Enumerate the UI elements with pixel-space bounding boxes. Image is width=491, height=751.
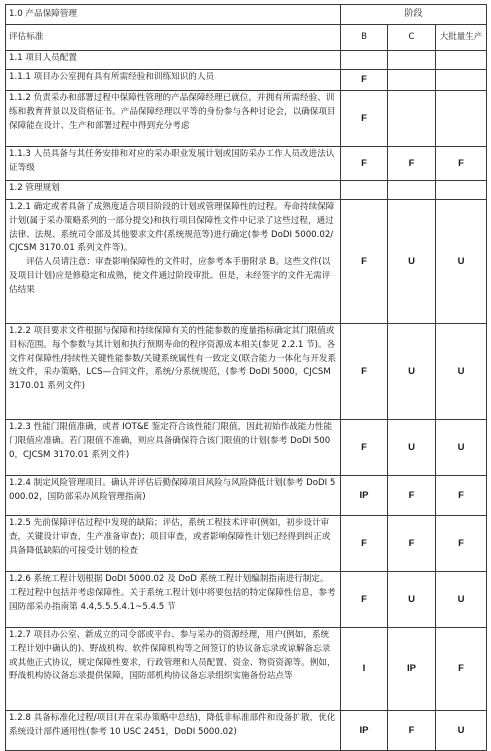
- stage-c-value: F: [388, 516, 436, 572]
- stage-b-value: F: [341, 91, 388, 147]
- criterion-text: 1.1.2 负责采办和部署过程中保障性管理的产品保障经理已就位，并拥有所需经验、训练和教育背景以及资格证书。产品保障经理以平等的身份参与各种讨论会，以确保项目保障能在设计、生产和部署过程中得到充分考虑: [6, 91, 341, 147]
- table-row: [6, 420, 487, 476]
- stage-production-value: F: [436, 476, 487, 516]
- criterion-text: 1.2.2 项目要求文件根据与保障和持续保障有关的性能参数的度量指标确定其门限值或目标范围。每个参数与其计划和执行预期寿命的程序资源成本相关(参见 2.2.1 节)。各文件对保障性/持续性关键性能参数/关键系统属性有一致定义(联合能力一体化与开发系统文件，采办策略，LCS—合同文件，系统/分系统规范，(参考 DoDI 5000，CJCSM 3170.01 系列文件): [6, 324, 341, 420]
- criterion-text: 1.2.3 性能门限值准确，或者 IOT&E 鉴定符合该性能门限值，因此初始作战能力性能门限值应准确。若门限值不准确，则应具备确保符合该门限值的计划(参考 DoDI 5000，CJCSM 3170.01 系列文件): [6, 420, 341, 476]
- stage-c-value: U: [388, 420, 436, 476]
- stage-b-value: F: [341, 516, 388, 572]
- stage-production-value: U: [436, 420, 487, 476]
- stage-production-value: [436, 91, 487, 147]
- table-row: [6, 147, 487, 181]
- stage-production-value: [436, 51, 487, 70]
- stage-production-value: U: [436, 200, 487, 324]
- criterion-text: 1.2.6 系统工程计划根据 DoDI 5000.02 及 DoD 系统工程计划编制指南进行制定。工程过程中包括并考虑保障性。关于系统工程计划中将要包括的特定保障性信息，参考国防部采办指南第 4.4,5.5.5.4.1~5.4.5 节: [6, 572, 341, 628]
- column-c-header: C: [388, 25, 436, 51]
- stage-production-value: [436, 70, 487, 91]
- stage-b-value: [341, 51, 388, 70]
- stage-c-value: [388, 70, 436, 91]
- assessment-document: [5, 4, 486, 751]
- criterion-text: 1.2.5 先前保障评估过程中发现的缺陷；评估，系统工程技术评审(例如，初步设计审查，关键设计审查，生产准备审查)；项目审查，或者影响保障性计划已经得到纠正或具备降低缺陷的可接受计划的检查: [6, 516, 341, 572]
- stage-c-value: F: [388, 476, 436, 516]
- column-b-header: B: [341, 25, 388, 51]
- table-row: [6, 572, 487, 628]
- criterion-cell: [6, 200, 341, 324]
- stage-b-value: F: [341, 572, 388, 628]
- stage-b-value: IP: [341, 711, 388, 751]
- stage-production-value: U: [436, 324, 487, 420]
- stage-production-value: U: [436, 572, 487, 628]
- criterion-text: 1.2 管理规划: [6, 181, 341, 200]
- criterion-text: 1.2.4 制定风险管理项目。确认并评估后勤保障项目风险与风险降低计划(参考 DoDI 5000.02，国防部采办风险管理指南): [6, 476, 341, 516]
- section-title: 1.0 产品保障管理: [6, 5, 341, 25]
- stage-c-value: U: [388, 324, 436, 420]
- stage-production-value: F: [436, 516, 487, 572]
- table-row: [6, 476, 487, 516]
- criterion-text: 1.2.7 项目办公室、新成立的司令部或平台、参与采办的资源经理，用户(例如，系统工程计划中确认的)、野战机构、软件保障机构等之间签订的协议备忘录或谅解备忘录或其他正式协议，规定保障性要求，行政管理和人员配置、资金、物资资源等。例如，野战机构协议备忘录提供保障，国防部机构协议备忘录组织实施备份站点等: [6, 628, 341, 711]
- stage-b-value: I: [341, 628, 388, 711]
- stage-b-value: [341, 181, 388, 200]
- stage-b-value: F: [341, 200, 388, 324]
- criterion-text: 1.1.3 人员具备与其任务安排和对应的采办职业发展计划或国防采办工作人员改进法认证等级: [6, 147, 341, 181]
- stage-b-value: F: [341, 420, 388, 476]
- assessment-table: [5, 4, 487, 751]
- table-row: [6, 70, 487, 91]
- stage-production-value: U: [436, 711, 487, 751]
- table-row: [6, 324, 487, 420]
- stage-c-value: F: [388, 147, 436, 181]
- stage-header: 阶段: [341, 5, 487, 25]
- criterion-text: 1.2.1 确定或者具备了成熟度适合项目阶段的计划或管理保障性的过程。寿命持续保障计划(属于采办策略系列的一部分提交)和执行项目保障性文件中记录了这些过程，通过法律、法规、系统司令部及其他要求文件(系统规范等)进行确定(参考 DoDI 5000.02/CJCSM 3170.01 系列文件等)。: [9, 202, 335, 254]
- criterion-text: 1.2.8 具备标准化过程/项目(并在采办策略中总结)，降低非标准部件和设备扩散，优化系统设计部件通用性(参考 10 USC 2451，DoDI 5000.02): [6, 711, 341, 751]
- stage-c-value: U: [388, 200, 436, 324]
- stage-b-value: F: [341, 324, 388, 420]
- table-row: [6, 516, 487, 572]
- stage-production-value: [436, 181, 487, 200]
- criteria-header: 评估标准: [6, 25, 341, 51]
- stage-c-value: [388, 51, 436, 70]
- table-row: [6, 51, 487, 70]
- stage-c-value: IP: [388, 628, 436, 711]
- table-row: [6, 200, 487, 324]
- stage-b-value: F: [341, 70, 388, 91]
- assessor-note: 评估人员请注意：审查影响保障性的文件时，应参考本手册附录 B。这些文件(以及项目计划)应是修稳定和成熟，使文件通过阶段审批。但是，未经签字的文件无需评估结果: [9, 257, 331, 295]
- stage-b-value: F: [341, 147, 388, 181]
- table-row: [6, 181, 487, 200]
- stage-production-value: F: [436, 147, 487, 181]
- stage-c-value: U: [388, 572, 436, 628]
- table-row: [6, 628, 487, 711]
- table-row: [6, 91, 487, 147]
- stage-c-value: F: [388, 711, 436, 751]
- criterion-text: 1.1.1 项目办公室拥有具有所需经验和训练知识的人员: [6, 70, 341, 91]
- table-row: [6, 711, 487, 751]
- criterion-text: 1.1 项目人员配置: [6, 51, 341, 70]
- stage-production-value: F: [436, 628, 487, 711]
- stage-b-value: IP: [341, 476, 388, 516]
- stage-c-value: [388, 91, 436, 147]
- stage-c-value: [388, 181, 436, 200]
- column-production-header: 大批量生产: [436, 25, 487, 51]
